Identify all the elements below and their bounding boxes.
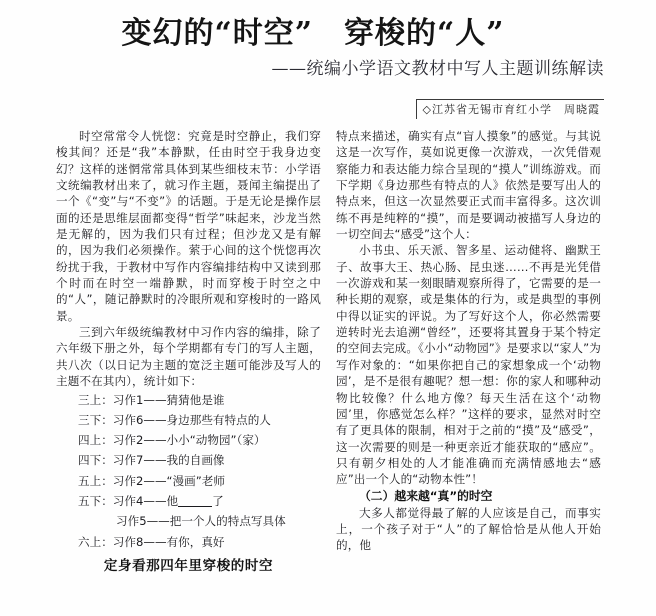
- syllabus-item: [56, 410, 321, 430]
- right-paragraph-1: 特点来描述，确实有点“盲人摸象”的感觉。与其说这是一次写作，莫如说更像一次游戏，一次凭借观察能力和表达能力综合呈现的“摸人”训练游戏。而下学期《身边那些有特点的人》依然是要写出人的特点来，但这一次显然要正式而丰富得多。这次训练不再是纯粹的“摸”，而是要调动被描写人身边的一切空间去“感受”这个人：: [336, 129, 601, 242]
- syllabus-topic: 习作5——把一个人的特点写具体: [116, 514, 286, 529]
- syllabus-grade: 六上：: [78, 534, 113, 549]
- syllabus-item: [56, 532, 321, 552]
- syllabus-item: [56, 450, 321, 470]
- left-paragraph-2: 三到六年级统编教材中习作内容的编排，除了六年级下册之外，每个学期都有专门的写人主题，共八次（以日记为主题的宽泛主题可能涉及写人的主题不在其内），统计如下：: [56, 325, 321, 389]
- section-heading: 定身看那四年里穿梭的时空: [103, 557, 274, 574]
- syllabus-list: [56, 390, 321, 552]
- article-subtitle: ——统编小学语文教材中写人主题训练解读: [271, 59, 604, 79]
- syllabus-item: [56, 430, 321, 450]
- syllabus-topic-tail: 了: [212, 493, 224, 508]
- syllabus-grade: 三下：: [78, 412, 113, 427]
- syllabus-topic: 习作2——“漫画”老师: [112, 473, 225, 488]
- right-column: [336, 128, 601, 616]
- syllabus-topic: 习作2——小小“动物园”（家）: [112, 433, 266, 448]
- body-columns: [0, 128, 656, 616]
- right-paragraph-2: 小书虫、乐天派、智多星、运动健将、幽默王子、故事大王、热心肠、昆虫迷……不再是光凭借一次游戏和某一刻眼睛观察所得了，它需要的是一种长期的观察，或是集体的行为，或是典型的事例中得以证实的评说。为了写好这个人，你必然需要逆转时光去追溯“曾经”，还要将其置身于某个特定的空间去完成。《小小“动物园”》是要求以“家人”为写作对象的：“如果你把自己的家想象成一个‘动物园’，是不是很有趣呢？想一想：你的家人和哪种动物比较像？什么地方像？每天生活在这个‘动物园’里，你感觉怎么样？”这样的要求，显然对时空有了更具体的限制，相对于之前的“摸”及“感受”，这一次需要的则是一种更亲近才能获取的“感应”。只有朝夕相处的人才能准确而充满情感地去“感应”出一个人的“动物本性”！: [336, 243, 601, 487]
- syllabus-grade: 四下：: [78, 453, 113, 468]
- syllabus-grade: 四上：: [78, 433, 113, 448]
- right-paragraph-3: 大多人都觉得最了解的人应该是自己，而事实上，一个孩子对于“人”的了解恰恰是从他人开始的，他: [336, 505, 601, 553]
- syllabus-item: [56, 491, 321, 511]
- syllabus-topic: 习作6——身边那些有特点的人: [112, 412, 271, 427]
- syllabus-item: [56, 471, 321, 491]
- syllabus-item: [56, 511, 321, 531]
- syllabus-grade: 三上：: [78, 392, 113, 407]
- left-column: [56, 128, 321, 616]
- byline-container: [416, 99, 604, 119]
- article-title: 变幻的“时空” 穿梭的“人”: [121, 16, 505, 51]
- fill-in-blank: [178, 506, 212, 507]
- syllabus-topic: 习作8——有你，真好: [112, 534, 225, 549]
- subsection-heading: （二）越来越“真”的时空: [359, 488, 493, 503]
- syllabus-topic: 习作4——他: [112, 493, 179, 508]
- syllabus-topic: 习作7——我的自画像: [112, 453, 225, 468]
- author-byline: ◇江苏省无锡市育红小学 周晓霞: [416, 99, 604, 119]
- syllabus-topic: 习作1——猜猜他是谁: [112, 392, 225, 407]
- syllabus-grade: 五下：: [78, 493, 113, 508]
- left-paragraph-1: 时空常常令人恍惚：究竟是时空静止，我们穿梭其间？还是“我”本静默，任由时空于我身边变幻？这样的迷惘常常具体到某些细枝末节：小学语文统编教材出来了，就习作主题，聂闻主编提出了一个《“变”与“不变”》的话题。于是无论是操作层面的还是思维层面都变得“哲学”味起来，沙龙当然是无解的，因为我们只有过程；但沙龙又是有解的，因为我们必须操作。萦于心间的这个恍惚再次纷扰于我，于教材中写作内容编排结构中又读到那个时而在时空一端静默，时而穿梭于时空之中的“人”，随记静默时的冷眼所观和穿梭时的一路风景。: [56, 129, 321, 323]
- syllabus-item: [56, 390, 321, 410]
- syllabus-grade: 五上：: [78, 473, 113, 488]
